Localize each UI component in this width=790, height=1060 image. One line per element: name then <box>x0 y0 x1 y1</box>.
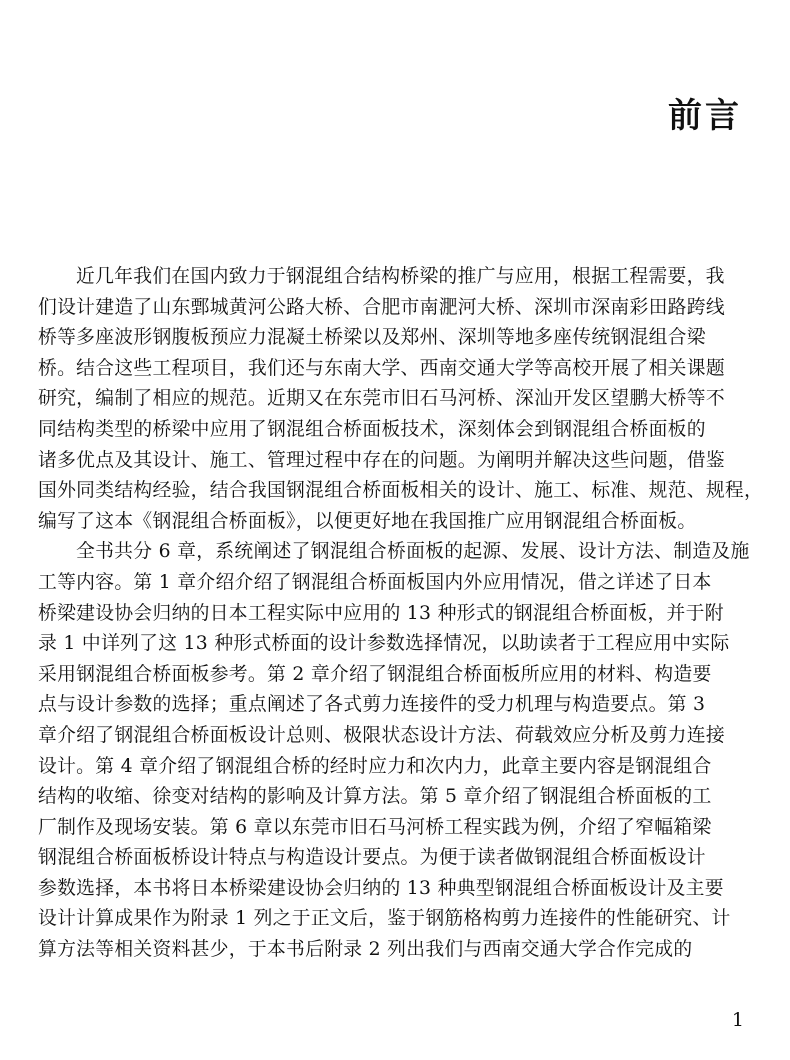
text-line: 算方法等相关资料甚少，于本书后附录 2 列出我们与西南交通大学合作完成的 <box>38 939 693 961</box>
text-line: 桥等多座波形钢腹板预应力混凝土桥梁以及郑州、深圳等地多座传统钢混组合梁 <box>38 327 706 349</box>
body-text <box>38 262 764 966</box>
text-line: 近几年我们在国内致力于钢混组合结构桥梁的推广与应用，根据工程需要，我 <box>76 266 725 287</box>
text-line: 们设计建造了山东鄄城黄河公路大桥、合肥市南淝河大桥、深圳市深南彩田路跨线 <box>38 296 725 318</box>
text-line: 参数选择，本书将日本桥梁建设协会归纳的 13 种典型钢混组合桥面板设计及主要 <box>38 877 724 899</box>
text-line: 桥。结合这些工程项目，我们还与东南大学、西南交通大学等高校开展了相关课题 <box>38 357 725 379</box>
text-line: 厂制作及现场安装。第 6 章以东莞市旧石马河桥工程实践为例，介绍了窄幅箱梁 <box>38 816 712 838</box>
text-line: 全书共分 6 章，系统阐述了钢混组合桥面板的起源、发展、设计方法、制造及施 <box>76 541 750 563</box>
page-number: 1 <box>731 1009 744 1031</box>
text-line: 诸多优点及其设计、施工、管理过程中存在的问题。为阐明并解决这些问题，借鉴 <box>38 449 725 471</box>
text-line: 桥梁建设协会归纳的日本工程实际中应用的 13 种形式的钢混组合桥面板，并于附 <box>38 602 724 624</box>
text-line: 章介绍了钢混组合桥面板设计总则、极限状态设计方法、荷载效应分析及剪力连接 <box>38 724 725 746</box>
text-line: 点与设计参数的选择；重点阐述了各式剪力连接件的受力机理与构造要点。第 3 <box>38 694 706 716</box>
text-line: 工等内容。第 1 章介绍介绍了钢混组合桥面板国内外应用情况，借之详述了日本 <box>38 571 712 593</box>
text-line: 录 1 中详列了这 13 种形式桥面的设计参数选择情况，以助读者于工程应用中实际 <box>38 633 730 655</box>
text-line: 设计。第 4 章介绍了钢混组合桥的经时应力和次内力，此章主要内容是钢混组合 <box>38 755 712 777</box>
text-line: 编写了这本《钢混组合桥面板》，以便更好地在我国推广应用钢混组合桥面板。 <box>38 510 697 532</box>
text-line: 国外同类结构经验，结合我国钢混组合桥面板相关的设计、施工、标准、规范、规程， <box>38 480 764 502</box>
text-line: 钢混组合桥面板桥设计特点与构造设计要点。为便于读者做钢混组合桥面板设计 <box>38 847 706 869</box>
text-line: 结构的收缩、徐变对结构的影响及计算方法。第 5 章介绍了钢混组合桥面板的工 <box>38 786 712 808</box>
text-line: 研究，编制了相应的规范。近期又在东莞市旧石马河桥、深汕开发区望鹏大桥等不 <box>38 388 725 410</box>
text-line: 设计计算成果作为附录 1 列之于正文后，鉴于钢筋格构剪力连接件的性能研究、计 <box>38 908 731 930</box>
text-line: 采用钢混组合桥面板参考。第 2 章介绍了钢混组合桥面板所应用的材料、构造要 <box>38 663 712 685</box>
text-line: 同结构类型的桥梁中应用了钢混组合桥面板技术，深刻体会到钢混组合桥面板的 <box>38 418 706 440</box>
page-title: 前言 <box>668 96 742 136</box>
